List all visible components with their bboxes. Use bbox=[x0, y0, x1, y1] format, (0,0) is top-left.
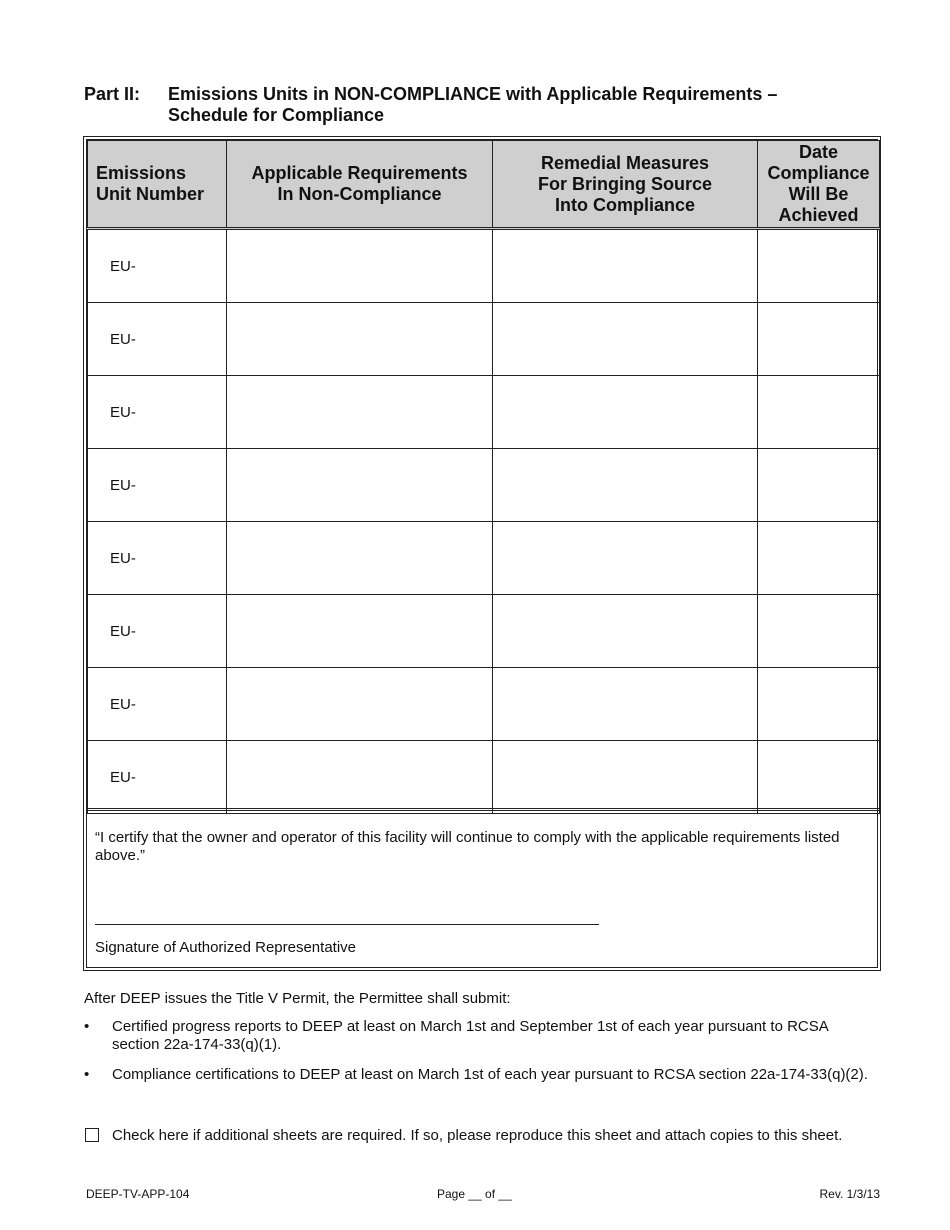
emissions-unit-cell[interactable]: EU- bbox=[88, 668, 227, 741]
emissions-unit-cell[interactable]: EU- bbox=[88, 595, 227, 668]
certification-box bbox=[87, 808, 879, 973]
header-line: Achieved bbox=[778, 205, 859, 225]
header-line: Remedial Measures bbox=[540, 152, 710, 173]
remedial-measures-cell[interactable] bbox=[493, 376, 758, 449]
compliance-schedule-form bbox=[83, 136, 881, 971]
revision-date: Rev. 1/3/13 bbox=[819, 1187, 880, 1201]
header-remedial-measures bbox=[493, 141, 758, 229]
compliance-date-cell[interactable] bbox=[758, 303, 880, 376]
table-body bbox=[88, 229, 880, 814]
header-line: Emissions bbox=[96, 163, 187, 183]
table-row bbox=[88, 668, 880, 741]
requirements-cell[interactable] bbox=[227, 595, 493, 668]
table-row bbox=[88, 449, 880, 522]
emissions-unit-cell[interactable]: EU- bbox=[88, 376, 227, 449]
table-header-row bbox=[88, 141, 880, 229]
remedial-measures-cell[interactable] bbox=[493, 229, 758, 303]
header-applicable-requirements bbox=[227, 141, 493, 229]
compliance-date-cell[interactable] bbox=[758, 449, 880, 522]
emissions-unit-cell[interactable]: EU- bbox=[88, 449, 227, 522]
additional-sheets-label: Check here if additional sheets are required. If so, please reproduce this sheet and attach copies to this sheet. bbox=[112, 1127, 843, 1144]
remedial-measures-cell[interactable] bbox=[493, 595, 758, 668]
page-number: Page __ of __ bbox=[437, 1187, 512, 1201]
header-line: Unit Number bbox=[96, 184, 204, 204]
compliance-date-cell[interactable] bbox=[758, 376, 880, 449]
table-row bbox=[88, 376, 880, 449]
remedial-measures-cell[interactable] bbox=[493, 522, 758, 595]
compliance-schedule-table bbox=[87, 140, 880, 814]
compliance-date-cell[interactable] bbox=[758, 741, 880, 814]
part-label: Part II: bbox=[84, 84, 141, 104]
form-inner-border bbox=[86, 139, 878, 968]
list-item-text: Compliance certifications to DEEP at least on March 1st of each year pursuant to RCSA section 22a-174-33(q)(2). bbox=[112, 1066, 868, 1083]
table-row bbox=[88, 741, 880, 814]
table-row bbox=[88, 522, 880, 595]
header-line: Applicable Requirements bbox=[251, 163, 468, 183]
header-line: Compliance bbox=[767, 163, 870, 183]
requirements-cell[interactable] bbox=[227, 303, 493, 376]
compliance-date-cell[interactable] bbox=[758, 595, 880, 668]
header-line: Will Be bbox=[788, 184, 849, 204]
header-line: In Non-Compliance bbox=[277, 184, 442, 204]
emissions-unit-cell[interactable]: EU- bbox=[88, 229, 227, 303]
certification-statement: “I certify that the owner and operator of this facility will continue to comply with the applicable requirements listed above.” bbox=[95, 829, 840, 864]
compliance-date-cell[interactable] bbox=[758, 522, 880, 595]
form-id: DEEP-TV-APP-104 bbox=[86, 1187, 190, 1201]
remedial-measures-cell[interactable] bbox=[493, 449, 758, 522]
table-row bbox=[88, 229, 880, 303]
remedial-measures-cell[interactable] bbox=[493, 668, 758, 741]
header-emissions-unit-number bbox=[88, 141, 227, 229]
signature-label: Signature of Authorized Representative bbox=[95, 939, 356, 956]
list-item-text: Certified progress reports to DEEP at least on March 1st and September 1st of each year pursuant to RCSA section 22a-174-33(q)(1). bbox=[112, 1018, 828, 1053]
remedial-measures-cell[interactable] bbox=[493, 741, 758, 814]
compliance-date-cell[interactable] bbox=[758, 668, 880, 741]
header-line: For Bringing Source bbox=[537, 173, 712, 194]
signature-line[interactable] bbox=[95, 924, 599, 925]
requirements-cell[interactable] bbox=[227, 376, 493, 449]
emissions-unit-cell[interactable]: EU- bbox=[88, 522, 227, 595]
header-compliance-date bbox=[758, 141, 880, 229]
bullet-glyph: • bbox=[84, 1066, 90, 1083]
requirements-cell[interactable] bbox=[227, 741, 493, 814]
table-row bbox=[88, 303, 880, 376]
requirements-cell[interactable] bbox=[227, 522, 493, 595]
emissions-unit-cell[interactable]: EU- bbox=[88, 741, 227, 814]
additional-sheets-checkbox[interactable] bbox=[85, 1128, 99, 1142]
remedial-measures-cell[interactable] bbox=[493, 303, 758, 376]
header-line: Into Compliance bbox=[554, 194, 695, 215]
part-title: Emissions Units in NON-COMPLIANCE with Applicable Requirements – Schedule for Compliance bbox=[168, 84, 778, 125]
requirements-cell[interactable] bbox=[227, 449, 493, 522]
compliance-date-cell[interactable] bbox=[758, 229, 880, 303]
header-line: Date bbox=[798, 142, 838, 162]
submission-intro: After DEEP issues the Title V Permit, the Permittee shall submit: bbox=[84, 990, 511, 1007]
table-row bbox=[88, 595, 880, 668]
bullet-glyph: • bbox=[84, 1018, 90, 1035]
requirements-cell[interactable] bbox=[227, 668, 493, 741]
emissions-unit-cell[interactable]: EU- bbox=[88, 303, 227, 376]
requirements-cell[interactable] bbox=[227, 229, 493, 303]
